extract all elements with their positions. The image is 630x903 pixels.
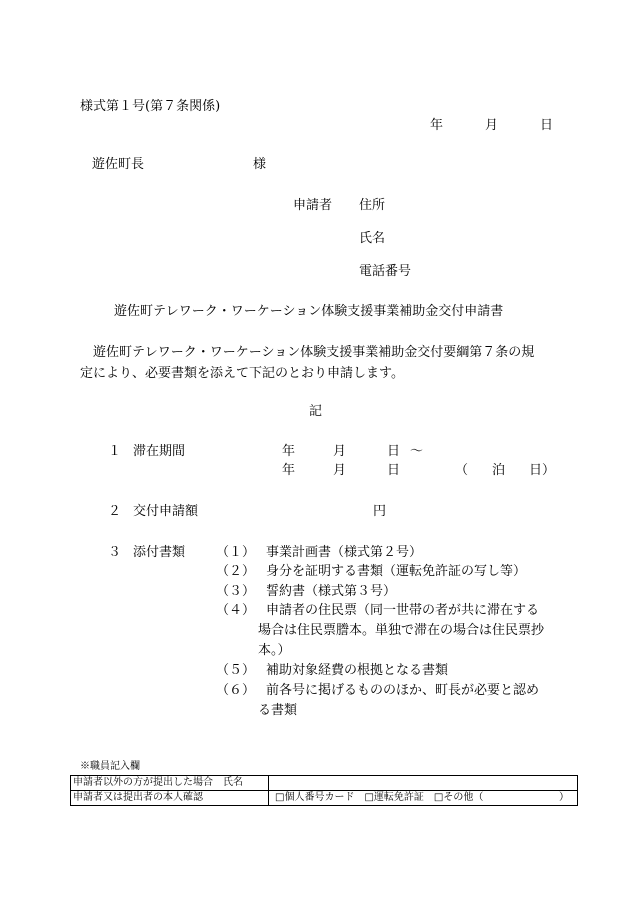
item1-start-year: 年	[282, 444, 296, 459]
checkbox-other[interactable]: □その他（	[433, 792, 484, 803]
item3-label: 添付書類	[133, 545, 186, 560]
doc-3-number: （３）	[216, 584, 256, 599]
item1-paren-open: （	[455, 463, 469, 478]
doc-3-text: 誓約書（様式第３号）	[266, 584, 397, 599]
item1-nights: 泊	[492, 463, 506, 478]
doc-4-text-line-3: 本。）	[258, 643, 291, 658]
doc-5-number: （５）	[216, 663, 256, 678]
doc-1-text: 事業計画書（様式第２号）	[266, 545, 423, 560]
doc-4-text-line-1: 申請者の住民票（同一世帯の者が共に滞在する	[266, 603, 540, 618]
doc-4-text-line-2: 場合は住民票謄本。単独で滞在の場合は住民票抄	[258, 623, 545, 638]
applicant-address: 住所	[359, 198, 386, 213]
item1-days: 日）	[529, 463, 556, 478]
ki-heading: 記	[309, 404, 323, 419]
item1-end-year: 年	[282, 463, 296, 478]
doc-2-text: 身分を証明する書類（運転免許証の写し等）	[266, 564, 527, 579]
staff-heading: ※職員記入欄	[80, 761, 140, 772]
item1-start-day: 日	[387, 444, 401, 459]
date-day: 日	[540, 118, 554, 133]
addressee-name: 遊佐町長	[92, 157, 145, 172]
item1-number: １	[108, 444, 122, 459]
doc-1-number: （１）	[216, 545, 256, 560]
staff-row-submitter	[71, 776, 578, 791]
item2-number: ２	[108, 504, 122, 519]
staff-entry-table	[70, 775, 578, 806]
body-line-1: 遊佐町テレワーク・ワーケーション体験支援事業補助金交付要綱第７条の規	[93, 345, 535, 360]
applicant-phone: 電話番号	[359, 264, 412, 279]
date-month: 月	[485, 118, 499, 133]
item1-start-month: 月	[333, 444, 347, 459]
item2-unit: 円	[373, 504, 387, 519]
doc-6-text-line-2: る書類	[258, 703, 298, 718]
staff-row2-options	[269, 791, 578, 806]
item1-tilde: ～	[410, 444, 424, 459]
doc-5-text: 補助対象経費の根拠となる書類	[266, 663, 449, 678]
staff-row2-label: 申請者又は提出者の本人確認	[71, 791, 269, 806]
item1-end-month: 月	[333, 463, 347, 478]
item2-label: 交付申請額	[133, 504, 199, 519]
applicant-label: 申請者	[293, 198, 333, 213]
checkbox-drivers-license[interactable]: □運転免許証	[364, 792, 424, 803]
date-year: 年	[430, 118, 444, 133]
doc-4-number: （４）	[216, 603, 256, 618]
staff-row1-label: 申請者以外の方が提出した場合 氏名	[71, 776, 269, 791]
doc-6-text-line-1: 前各号に掲げるもののほか、町長が必要と認め	[266, 683, 540, 698]
item1-end-day: 日	[387, 463, 401, 478]
staff-row1-value[interactable]	[269, 776, 578, 791]
doc-2-number: （２）	[216, 564, 256, 579]
applicant-name: 氏名	[359, 231, 386, 246]
checkbox-mynumber-card[interactable]: □個人番号カード	[275, 792, 355, 803]
other-close-paren: ）	[559, 792, 569, 803]
staff-row-identity	[71, 791, 578, 806]
doc-6-number: （６）	[216, 683, 256, 698]
addressee-honorific: 様	[253, 157, 267, 172]
item1-label: 滞在期間	[133, 444, 186, 459]
document-title: 遊佐町テレワーク・ワーケーション体験支援事業補助金交付申請書	[114, 304, 504, 319]
body-line-2: 定により、必要書類を添えて下記のとおり申請します。	[80, 366, 404, 381]
form-number: 様式第１号(第７条関係)	[80, 99, 221, 114]
item3-number: ３	[108, 545, 122, 560]
